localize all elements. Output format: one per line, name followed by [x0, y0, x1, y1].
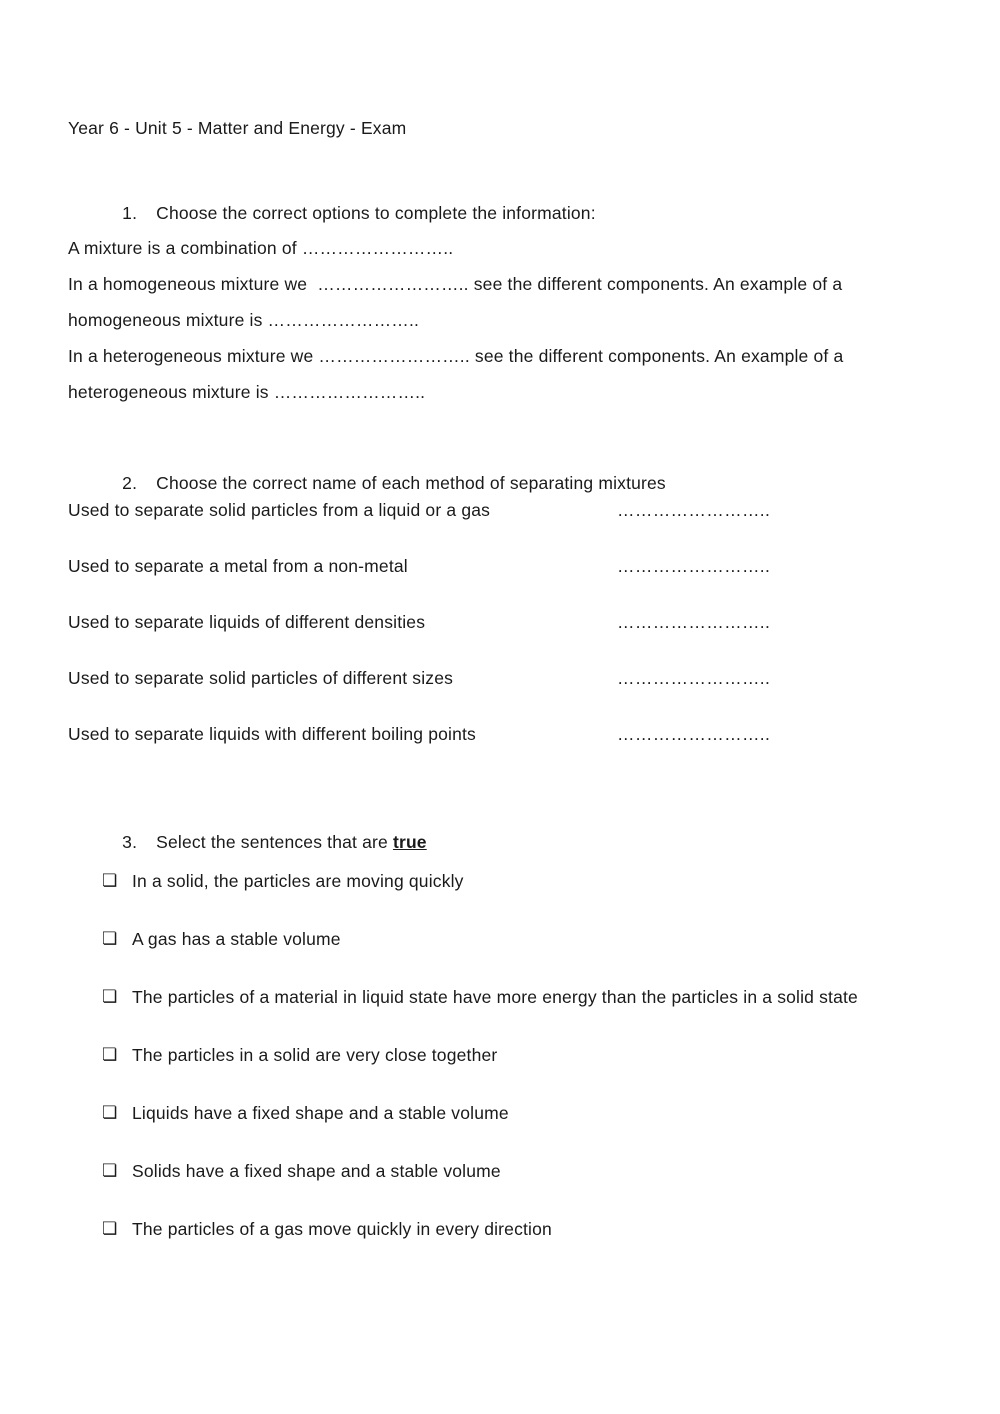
method-description: Used to separate liquids of different densities: [68, 612, 426, 632]
list-item[interactable]: [102, 1094, 928, 1133]
list-item[interactable]: [102, 920, 928, 959]
fill-blank-line: A mixture is a combination of ……………………..: [68, 238, 454, 258]
answer-blank[interactable]: ……………………..: [617, 612, 771, 632]
list-item-label: Solids have a fixed shape and a stable volume: [132, 1161, 501, 1181]
question-1-body: [68, 230, 928, 410]
answer-blank[interactable]: ……………………..: [617, 500, 771, 520]
table-row: [68, 722, 928, 778]
method-description: Used to separate solid particles from a liquid or a gas: [68, 500, 491, 520]
question-3-checklist: [102, 862, 928, 1268]
list-item[interactable]: [102, 1152, 928, 1191]
fill-blank-line: In a homogeneous mixture we …………………….. see the different components. An example of a homogeneous mixture is ……………………..: [68, 274, 848, 330]
question-1-prompt: Choose the correct options to complete the information:: [156, 203, 596, 223]
answer-blank[interactable]: ……………………..: [617, 668, 771, 688]
fill-blank-line: In a heterogeneous mixture we …………………….. see the different components. An example of a heterogeneous mixture is ……………………..: [68, 346, 849, 402]
method-description: Used to separate solid particles of different sizes: [68, 668, 454, 688]
list-item-label: The particles of a material in liquid state have more energy than the particles in a solid state: [132, 987, 858, 1007]
question-3-number: 3.: [122, 832, 138, 852]
method-description: Used to separate a metal from a non-metal: [68, 556, 408, 576]
table-row: [68, 498, 928, 554]
table-row: [68, 554, 928, 610]
checkbox-icon[interactable]: ❏: [102, 1161, 118, 1181]
question-1-number: 1.: [122, 203, 138, 223]
method-description: Used to separate liquids with different boiling points: [68, 724, 476, 744]
question-2-prompt: Choose the correct name of each method of separating mixtures: [156, 473, 666, 493]
table-row: [68, 610, 928, 666]
page-title: Year 6 - Unit 5 - Matter and Energy - Exam: [68, 118, 407, 138]
checkbox-icon[interactable]: ❏: [102, 987, 118, 1007]
checkbox-icon[interactable]: ❏: [102, 929, 118, 949]
list-item-label: In a solid, the particles are moving quickly: [132, 871, 464, 891]
list-item[interactable]: [102, 1210, 928, 1249]
list-item-label: The particles of a gas move quickly in every direction: [132, 1219, 552, 1239]
question-3-prompt: Select the sentences that are: [156, 832, 393, 852]
checkbox-icon[interactable]: ❏: [102, 871, 118, 891]
list-item-label: The particles in a solid are very close together: [132, 1045, 498, 1065]
question-3-emphasis: true: [392, 832, 427, 852]
list-item[interactable]: [102, 1036, 928, 1075]
answer-blank[interactable]: ……………………..: [617, 724, 771, 744]
checkbox-icon[interactable]: ❏: [102, 1103, 118, 1123]
table-row: [68, 666, 928, 722]
checkbox-icon[interactable]: ❏: [102, 1045, 118, 1065]
answer-blank[interactable]: ……………………..: [617, 556, 771, 576]
list-item-label: Liquids have a fixed shape and a stable volume: [132, 1103, 509, 1123]
question-2-number: 2.: [122, 473, 138, 493]
checkbox-icon[interactable]: ❏: [102, 1219, 118, 1239]
list-item[interactable]: [102, 978, 928, 1017]
list-item-label: A gas has a stable volume: [132, 929, 341, 949]
list-item[interactable]: [102, 862, 928, 901]
question-2-rows: [68, 498, 928, 778]
